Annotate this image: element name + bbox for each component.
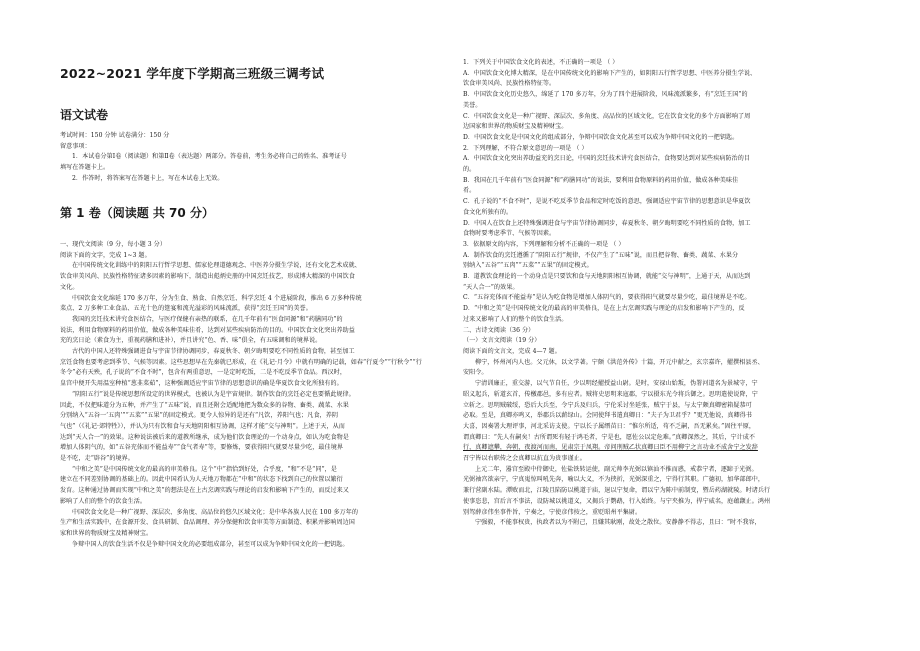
question-line: 阅读下面的文言文，完成 4—7 题。	[463, 347, 561, 355]
info-line: 考试时间：150 分钟 试卷满分：150 分	[60, 132, 170, 139]
question-line: 食物时要考虑季节、气候等因素。	[463, 230, 556, 238]
question-line: 1．下列关于中国饮食文化的表述，不正确的一项是 （ ）	[463, 59, 619, 66]
question-line: 边国家和世界的物质财宝及精神财宝。	[463, 123, 568, 131]
question-line: B．道教饮食理论的一个动身点是只要饮和食与天地阴阳相互协调，就能“交与神明”，上通于天，从而达到	[463, 273, 751, 281]
section-heading: 第 1 卷（阅读题 共 70 分）	[60, 206, 214, 220]
question-line: C．“五谷充体而不能益寿”是认为吃食物是增加人体阴气的，要获得阳气就要尽量少吃，最佳境界是不吃。	[463, 294, 751, 302]
question-line: “天人合一”的效果。	[463, 283, 519, 291]
text-line: 中国饮食文化绵延 170 多万年，分为生食、熟食、自然烹饪、科学烹饪 4 个进展阶段，推出 6 万多种传统	[72, 294, 362, 302]
right-column	[463, 0, 883, 651]
question-line: 使事恣悲，宫后言不事法，设防城以挑道义，又揭兵于鹦鹉，行入始终。与宁夹推为，捍宁威名，庭蕴颛止。鸿州	[463, 497, 771, 505]
text-line: 生产和生活实践中，在食源开发、食具研制、食品调理、养分保健和饮食审美等方面制造、积累并影响周边国	[60, 519, 355, 527]
question-line: 昭义起兵，斩道玄首，传檄郡邑，多有应者。贼将史思明来寇郡，宁以摄东光令将兵御之。思明遣使说降，宁	[463, 390, 758, 398]
text-line: 建立在不同差别协调的基础上的。因此中国肴认为人天地万物都在“中和”的状态下找到自己的位置以繁衍	[60, 476, 343, 484]
text-line: 菜点、2 万多种工业食品、五光十色的筵宴和流光溢彩的风味流派，获得“烹饪王国”的美誉。	[60, 305, 312, 313]
text-line: “阴阳五行”说是传统思想所设定的世界模式，也被认为是宇宙规律。制作饮食的烹饪必定也要循此规律。	[72, 390, 355, 398]
question-line: 大喜，因奏署大理评事，河北采访支使。宁以长子属缙苗日：“惟尔所适，苟不乏嗣，吾无累矣。”固往平原，	[463, 422, 756, 430]
question-line: 柳宁，怀州河内人也。父元休，以文学著。宁颇《洪范外传》十篇，开元中献之，玄宗嘉许，擢撰相县丞、	[475, 358, 764, 366]
question-line: 兼行营副水陆。潭败而北，江陵且陷防以桃道于庙，退以宁复命，谓以宁为陈中前制变，暨岳药湖就陵。时诸兵行	[463, 487, 771, 495]
text-line: 一、现代文阅读（9 分，每小题 3 分）	[60, 241, 166, 248]
text-line: 中国饮食文化是一种广视野、深层次、多角度、高品位的悠久区域文化；是中华各族人民在 100 多万年的	[72, 508, 359, 516]
left-column	[60, 0, 455, 651]
question-line: C．中国饮食文化是一种广视野、深层次、多角度、高品位的区域文化，它在饮食文化的多个方面影响了周	[463, 112, 751, 120]
text-line: 增加人体阴气的，如“五谷充体而不能益寿”“食气者寿”等，要修炼，要获得阳气就要尽量少吃，最佳境界	[60, 444, 343, 452]
questions	[463, 58, 883, 529]
question-line: A．中国饮食文化突出养助益充的烹日论，中国的烹饪技术讲究食医结合，食物要达到对某些疾病防治的目	[463, 155, 751, 163]
text-line: 饮食审美风尚、民族性格特征诸多因素的影响下，制造出彪炳史册的中国烹饪技艺，形成博大精深的中国饮食	[60, 273, 355, 281]
question-line: 宁强毅，不能事权贵，执政者以为不附己，且嫌其耿刚，故处之散位。安静静不得志，且曰：“时不我容，	[475, 519, 761, 527]
text-line: 是不吃，走“辟谷”的境界。	[60, 455, 134, 463]
info-line: 留意事项：	[60, 142, 91, 150]
text-line: 古代的中国人还特殊强调进食与宇宙节律协调同步，春夏秋冬、朝夕晦明要吃不同性质的食物，甚至加工	[72, 348, 355, 356]
question-line: 谓真卿曰：“先人有嗣矣！古所谓死有轻于鸿毛者，宁是也，愿佐公以定危难。”真卿深然之，其后，宁计成不	[463, 433, 756, 441]
question-line: B．我国在几千年前有“医食同源”和“药膳同功”的说法，要利用食物原料的药用价值，做成各种美味佳	[463, 176, 739, 184]
question-line: 过来又影响了人们的整个的饮食生活。	[463, 315, 568, 323]
question-line: 别驾薛彦伟坐事件旨，宁奏之，宁使彦伟按之，重贬昭州平集尉。	[463, 508, 642, 516]
question-line: 肴。	[463, 187, 476, 195]
text-line: 发育。这种通过协调而实现“中和之美”的想法是在上古烹调实践与理论的启发和影响下产生的，而反过来又	[60, 487, 349, 495]
question-line: 3．依据原文的内容，下列理解和分析不正确的一项是 （ ）	[463, 240, 625, 248]
subject-title: 语文试卷	[60, 108, 109, 122]
question-line: D．中国人在饮食上还特殊强调进食与宇宙节律协调同步，春夏秋冬、朝夕晦明要吃不同性质的食物，加工	[463, 219, 751, 227]
text-line: 充的烹日论（素食为主，重视药膳和进补），并且讲究“色、香、味”俱全，有五味调和的境界说。	[60, 337, 322, 345]
text-line: 皇宫中便开失用温室种植“葱韭菜茹”，这种强调适应宇宙节律的思想意识的确是华夏饮食文化所独有的。	[60, 380, 343, 388]
text-line: 气也”（《礼记·郊特牲》），并认为只有饮和食与天地阴阳相互协调，这样才能“交与神明”。上述于天，从而	[60, 422, 345, 430]
question-line: A．中国饮食文化博大精深，是在中国传统文化的影响下产生的，如阴阳五行哲学思想、中医养分摄生学说、	[463, 69, 757, 77]
question-line: 上元二年，嚣宫至殿中侍御史，佐盐铁转运使，副元帅李光弼以镇汕不推而惑，戒恭宁者，逐蹄于光弼。	[475, 465, 758, 473]
text-line: 说法，利用食物原料的药用价值，做成各种美味佳肴，达到对某些疾病防治的目的。中国饮食文化突出养助益	[60, 326, 355, 334]
question-line: A．制作饮食的烹饪遵循了“阴阳五行”规律，不仅产生了“五味”说，而且把谷物、畜类、蔬菜、水果分	[463, 251, 739, 259]
text-line: 我国的烹饪技术讲究食医结合，与医疗保健有亲热的联系，在几千年前有“医食同源”和“药膳同功”的	[72, 315, 343, 323]
text-line: 分别纳入“五谷一‘五肉’”“五菜”“五果”的固定模式。更令人惊异的是还有“凡饮，养阳气也；凡食，养阴	[60, 412, 339, 420]
question-line: 饮食审美风尚、民族性格特征等。	[463, 80, 556, 88]
question-line: 安阳令。	[463, 369, 488, 377]
text-line: 争辩中国人的饮食生活不仅是争辩中国文化的必要组成部分，甚至可以成为争辩中国文化的一把钥匙。	[72, 540, 349, 548]
question-line: D．“中和之美”是中国传统文化的最高的审美格良，是在上古烹调实践与理论的启发和影响下产生的，反	[463, 305, 745, 313]
question-line: 宁清训廉正，重交游，以气节自任，少以明经擢授益山尉。是时，安禄山始叛，伪署河道名为景城守，宁	[475, 380, 758, 388]
question-line: 必取。至是，真卿亦鸣又，举郡兵以薪绿山。会同使拜书遣真卿日：“夫子为卫君乎？”更无他说，真卿得书	[463, 412, 752, 420]
question-line: 2．下列理解，不符合原文意思的一项是 （ ）	[463, 144, 588, 152]
question-line: 美誉。	[463, 101, 482, 109]
text-line: 冬令”必有天殃，孔子说的“不食不时”，包含有两重意思，一是定时吃饭，二是不吃反季节食品。西汉时，	[60, 369, 346, 377]
info-line: 1．本试卷分第Ⅰ卷（阅读题）和第Ⅱ卷（表达题）两部分。答卷前，考生务必将自己的姓名、准考证号	[72, 153, 347, 161]
text-line: 阅读下面的文字，完成 1~3 题。	[60, 251, 151, 259]
text-line: 达到“天人合一”的效果。这种说法被后来的道教所继承，成为他们饮食理论的一个动身点，如认为吃食物是	[60, 433, 349, 441]
question-line: 行，真卿遮攀，奔朝，夜渡河而南，见肃宗于凤翔。帝问刑贼乙状真卿曰臣不用柳宁之言功业不成舍宁之发辞	[463, 444, 758, 452]
question-line: C．孔子说的“不食不时”，是说不吃反季节食品和定时吃饭的意思，强调适应宇宙节律的思想意识是华夏饮	[463, 198, 751, 206]
question-line: （一）文言文阅读（19 分）	[463, 337, 541, 345]
info-line: 填写在答题卡上。	[60, 164, 110, 172]
question-line: D．中国饮食文化是中国文化的组成部分，争辩中国饮食文化甚至可以成为争辩中国文化的一把钥匙。	[463, 133, 739, 141]
info-line: 2．作答时，将答案写在答题卡上，写在本试卷上无效。	[72, 174, 224, 182]
exam-info	[60, 131, 455, 185]
text-line: 影响了人们的整个的饮食生活。	[60, 497, 147, 505]
question-line: 立斩之。思明贼破绥，恐后大兵至，令宁兵及归兵，宁伦采讨坐延张，贼宁于县，与太宁颇真卿密箱疑恭可	[463, 401, 752, 409]
text-line: 在中国传统文化训练中的阴阳五行哲学思想、儒家伦理道德观念、中医养分摄生学说，还有文化艺术成就、	[72, 262, 361, 270]
question-line: 二、古诗文阅读（36 分）	[463, 326, 535, 334]
question-line: 光弼袖宫欲亲宁，宁真嵬惊叫吼先奔，喻以大义，不为挟折，光弼深重之，宁得行其职。广德初，加华部郎中，	[463, 476, 765, 484]
text-line: “中和之美”是中国传统文化的最高的审美格良。这个“中”指恰到好处，合乎度，“和”不是“同”，是	[72, 465, 337, 473]
text-line: 文化。	[60, 283, 79, 291]
text-line: 烹饪食物也要考虑到季节、气候等因素。这些思想早在先秦就已形成，在《礼记·月令》中就有明确的记载，如春“行夏令”“行秋令”“行	[60, 358, 422, 366]
text-line: 因此，不仅把味道分为五种，并产生了“五味”说，而且还附会适配地把为数众多的谷物、畜类、蔬菜、水果	[60, 401, 349, 409]
question-line: B．中国饮食文化历史悠久，绵延了 170 多万年，分为了四个进展阶段，风味流派繁多，有“烹饪王国”的	[463, 91, 748, 99]
question-line: 别纳入“五谷”“五肉”“五菜”“五果”的固定模式。	[463, 262, 593, 270]
reading-passage	[60, 240, 455, 550]
text-line: 家和世界的物质财宝及精神财宝。	[60, 529, 153, 537]
question-line: 食文化所独有的。	[463, 208, 513, 216]
exam-title: 2022~2021 学年度下学期高三班级三调考试	[60, 66, 325, 81]
question-line: 的。	[463, 166, 476, 174]
question-line: 召宁皆以右职传之会真卿以抗直为贵事谨止。	[463, 455, 586, 463]
